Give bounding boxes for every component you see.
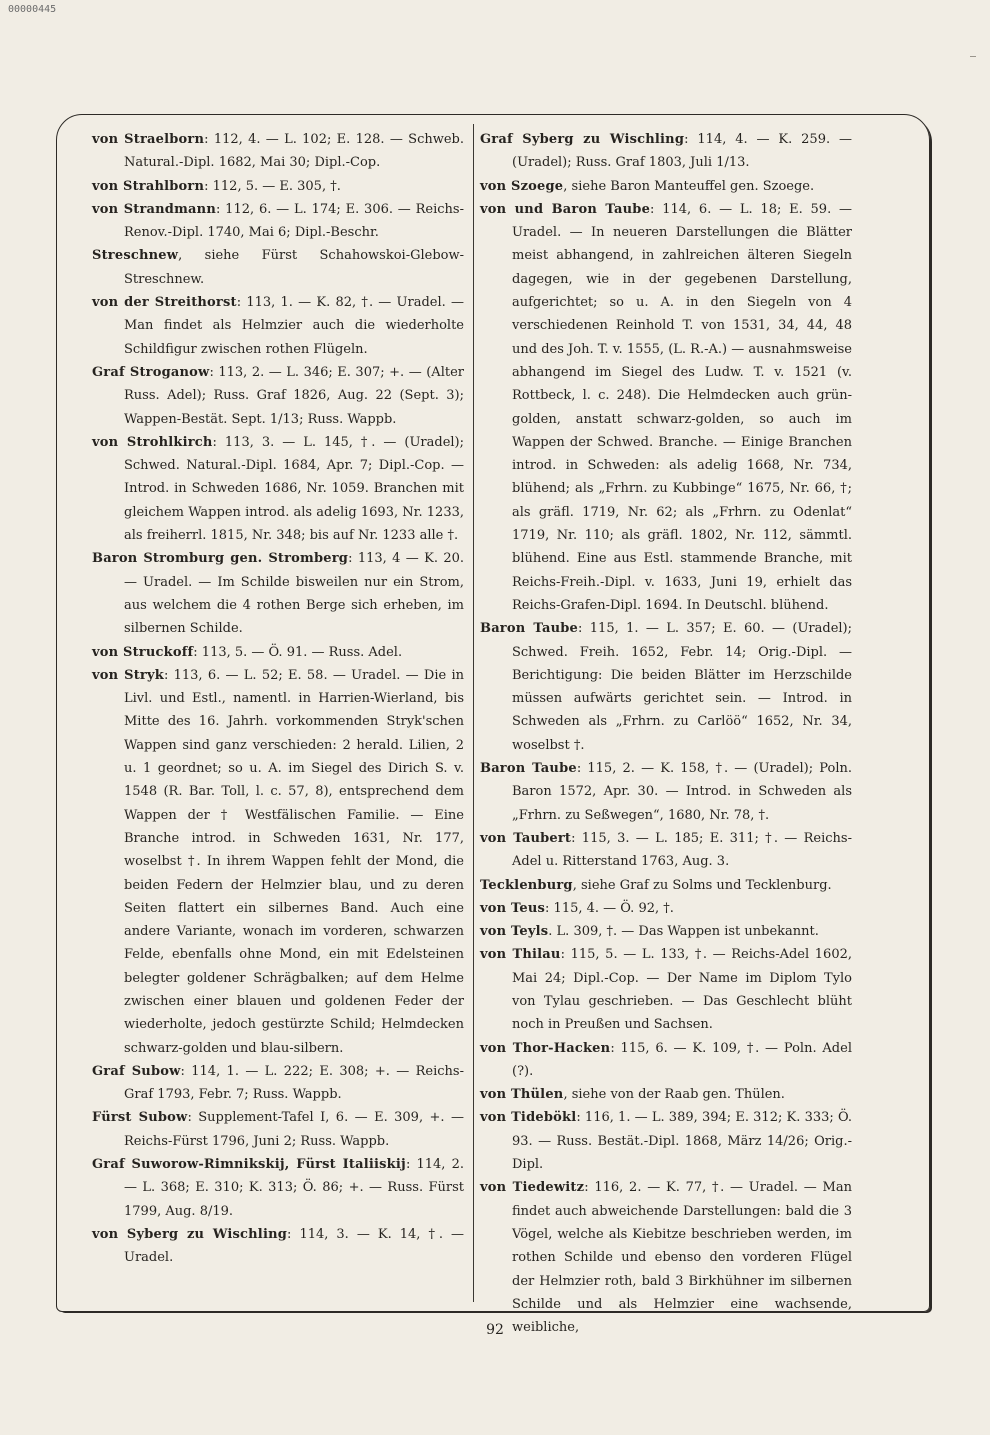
edge-mark [970,56,976,57]
dictionary-entry [480,617,852,757]
column-divider [473,124,474,1302]
entry-name: Graf Subow [92,1063,181,1079]
entry-text: , siehe Baron Manteuffel gen. Szoege. [563,178,815,194]
entry-name: von Struckoff [92,644,194,660]
entry-text: : 112, 4. — L. 102; E. 128. — Schweb. Natural.-Dipl. 1682, Mai 30; Dipl.-Cop. [124,132,464,171]
dictionary-entry [92,664,464,1060]
entry-text: , siehe Fürst Schahowskoi-Glebow-Streschnew. [124,248,464,287]
entry-text: : 115, 2. — K. 158, †. — (Uradel); Poln. Baron 1572, Apr. 30. — Introd. in Schweden als „Frhrn. zu Seßwegen“, 1680, Nr. 78, †. [512,761,852,823]
entry-name: Baron Taube [480,621,579,637]
dictionary-entry [92,547,464,640]
dictionary-entry [480,827,852,874]
entry-name: von Tiedewitz [480,1180,585,1196]
entry-text: : 113, 5. — Ö. 91. — Russ. Adel. [193,644,403,660]
dictionary-entry [92,641,464,664]
entry-name: Graf Syberg zu Wischling [480,132,685,147]
dictionary-entry [92,1153,464,1223]
dictionary-entry [92,1223,464,1270]
entry-name: Baron Stromburg gen. Stromberg [92,551,349,567]
entry-text: : 115, 6. — K. 109, †. — Poln. Adel (?). [512,1040,852,1079]
entry-text: : 115, 5. — L. 133, †. — Reichs-Adel 1602, Mai 24; Dipl.-Cop. — Der Name im Diplom Tylo von Tylau geschrieben. — Das Geschlecht blüht noch in Preußen und Sachsen. [512,947,852,1033]
entry-text: : 114, 6. — L. 18; E. 59. — Uradel. — In neueren Darstellungen die Blätter meist abhangend, in zahlreichen älteren Siegeln dagegen, wie in der gegebenen Darstellung, aufgerichtet; so u. A. in den Siegeln von 4 verschiedenen Reinhold T. von 1531, 34, 44, 48 und des Joh. T. v. 1555, (L. R.-A.) — ausnahmsweise abhangend im Siegel des Ludw. T. v. 1521 (v. Rottbeck, l. c. 248). Die Helmdecken auch grün-golden, anstatt schwarz-golden, so auch im Wappen der Schwed. Branche. — Einige Branchen introd. in Schweden: als adelig 1668, Nr. 734, blühend; als „Frhrn. zu Kubbinge“ 1675, Nr. 66, †; als gräfl. 1719, Nr. 62; als „Frhrn. zu Odenlat“ 1719, Nr. 110; als gräfl. 1802, Nr. 112, sämmtl. blühend. Eine aus Estl. stammende Branche, mit Reichs-Freih.-Dipl. v. 1633, Juni 19, erhielt das Reichs-Grafen-Dipl. 1694. In Deutschl. blühend. [512,201,852,613]
entry-name: Baron Taube [480,761,577,777]
dictionary-entry [92,128,464,175]
entry-text: : 114, 1. — L. 222; E. 308; +. — Reichs-Graf 1793, Febr. 7; Russ. Wappb. [124,1063,464,1103]
entry-name: von Thor-Hacken [480,1040,611,1056]
left-column [92,128,464,1298]
page-number: 92 [486,1322,504,1338]
entry-text: : 113, 2. — L. 346; E. 307; +. — (Alter Russ. Adel); Russ. Graf 1826, Aug. 22 (Sept. 3); Wappen-Bestät. Sept. 1/13; Russ. Wappb. [124,364,464,427]
entry-name: von Teyls [480,924,549,940]
dictionary-entry [480,1083,852,1106]
dictionary-entry [92,1106,464,1153]
entry-name: von Teus [480,900,546,916]
entry-name: von Strohlkirch [92,434,213,450]
dictionary-entry [480,128,852,175]
scan-id: 00000445 [8,4,57,15]
entry-name: von Strandmann [92,201,216,217]
dictionary-entry [480,943,852,1036]
dictionary-entry [480,897,852,920]
dictionary-entry [480,920,852,943]
entry-text: : 114, 2. — L. 368; E. 310; K. 313; Ö. 86; +. — Russ. Fürst 1799, Aug. 8/19. [124,1157,464,1219]
dictionary-entry [480,874,852,897]
dictionary-entry [480,1176,852,1339]
dictionary-entry [92,361,464,431]
entry-text: : 113, 6. — L. 52; E. 58. — Uradel. — Die in Livl. und Estl., namentl. in Harrien-Wierland, bis Mitte des 16. Jahrh. vorkommenden Stryk'schen Wappen sind ganz verschieden: 2 herald. Lilien, 2 u. 1 geordnet; so u. A. im Siegel des Dirich S. v. 1548 (R. Bar. Toll, l. c. 57, 8), entsprechend dem Wappen der † Westfälischen Familie. — Eine Branche introd. in Schweden 1631, Nr. 177, woselbst †. In ihrem Wappen fehlt der Mond, die beiden Federn der Helmzier blau, und zu deren Seiten flattert ein silbernes Band. Auch eine andere Variante, wonach im vorderen, schwarzen Felde, ebenfalls ohne Mond, ein mit Edelsteinen belegter goldener Schrägbalken; auf dem Helme zwischen einer blauen und goldenen Feder der wiederholte, jedoch gestürzte Schild; Helmdecken schwarz-golden und blau-silbern. [124,667,464,1056]
entry-name: von Strahlborn [92,178,205,194]
entry-text: : 116, 2. — K. 77, †. — Uradel. — Man findet auch abweichende Darstellungen: bald die 3 Vögel, welche als Kiebitze beschrieben werden, im rothen Schilde und ebenso den vorderen Flügel der Helmzier roth, bald 3 Birkhühner im silbernen Schilde und als Helmzier eine wachsende, weibliche, [512,1180,852,1336]
entry-name: von Szoege [480,178,564,194]
entry-name: von Syberg zu Wischling [92,1226,288,1242]
entry-text: . L. 309, †. — Das Wappen ist unbekannt. [548,924,819,940]
entry-name: von Thülen [480,1087,564,1103]
entry-text: : 114, 4. — K. 259. — (Uradel); Russ. Graf 1803, Juli 1/13. [512,132,852,171]
right-column [480,128,853,1336]
dictionary-entry [480,1106,852,1176]
entry-text: : 115, 1. — L. 357; E. 60. — (Uradel); Schwed. Freih. 1652, Febr. 14; Orig.-Dipl. — Berichtigung: Die beiden Blätter im Herzschilde müssen aufwärts gerichtet sein. — Introd. in Schweden als „Frhrn. zu Carlöö“ 1652, Nr. 34, woselbst †. [512,621,853,753]
entry-name: von Taubert [480,830,572,846]
entry-text: , siehe Graf zu Solms und Tecklenburg. [572,877,832,893]
dictionary-entry [92,291,464,361]
entry-text: : 113, 4 — K. 20. — Uradel. — Im Schilde bisweilen nur ein Strom, aus welchem die 4 rothen Berge sich erheben, im silbernen Schilde. [124,551,464,637]
entry-text: : 112, 6. — L. 174; E. 306. — Reichs-Renov.-Dipl. 1740, Mai 6; Dipl.-Beschr. [124,201,464,241]
dictionary-entry [480,198,852,617]
entry-name: von Stryk [92,667,164,683]
dictionary-entry [92,175,464,198]
entry-name: Graf Suworow-Rimnikskij, Fürst Italiiskij [92,1157,406,1173]
entry-name: von Thilau [480,947,561,963]
entry-text: : 113, 3. — L. 145, †. — (Uradel); Schwed. Natural.-Dipl. 1684, Apr. 7; Dipl.-Cop. — Introd. in Schweden 1686, Nr. 1059. Branchen mit gleichem Wappen introd. als adelig 1693, Nr. 1233, als freiherrl. 1815, Nr. 348; bis auf Nr. 1233 alle †. [124,434,464,544]
entry-text: : 113, 1. — K. 82, †. — Uradel. — Man findet als Helmzier auch die wiederholte Schildfigur zwischen rothen Flügeln. [124,295,465,357]
entry-name: Streschnew [92,248,179,264]
entry-name: Fürst Subow [92,1110,188,1126]
dictionary-entry [480,757,852,827]
entry-name: von und Baron Taube [480,201,651,217]
entry-text: : 112, 5. — E. 305, †. [204,178,341,194]
entry-text: : 115, 3. — L. 185; E. 311; †. — Reichs-Adel u. Ritterstand 1763, Aug. 3. [512,830,852,870]
entry-text: : 116, 1. — L. 389, 394; E. 312; K. 333; Ö. 93. — Russ. Bestät.-Dipl. 1868, März 14/26; Orig.-Dipl. [512,1110,852,1173]
entry-name: Graf Stroganow [92,364,210,380]
entry-name: von Straelborn [92,132,205,147]
dictionary-entry [480,1037,852,1084]
entry-name: von Tidebökl [480,1110,577,1126]
entry-text: : 114, 3. — K. 14, †. — Uradel. [124,1226,464,1266]
entry-name: von der Streithorst [92,295,237,311]
dictionary-entry [92,244,464,291]
entry-text: , siehe von der Raab gen. Thülen. [563,1087,785,1103]
entry-name: Tecklenburg [480,877,573,893]
dictionary-entry [92,431,464,547]
entry-text: : Supplement-Tafel I, 6. — E. 309, +. — Reichs-Fürst 1796, Juni 2; Russ. Wappb. [124,1110,464,1149]
dictionary-entry [480,175,852,198]
dictionary-entry [92,198,464,245]
entry-text: : 115, 4. — Ö. 92, †. [545,900,674,916]
dictionary-entry [92,1060,464,1107]
